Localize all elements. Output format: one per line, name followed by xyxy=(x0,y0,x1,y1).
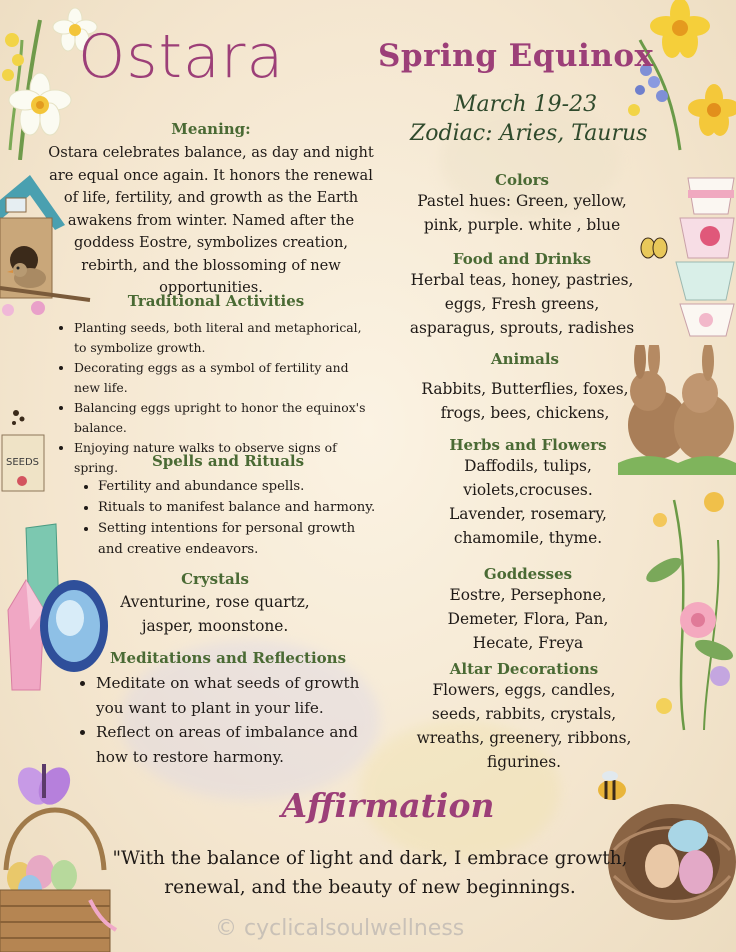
spells-list xyxy=(80,476,376,560)
altar-text: Flowers, eggs, candles, seeds, rabbits, crystals, wreaths, greenery, ribbons, figurines. xyxy=(416,681,632,771)
colors-heading: Colors xyxy=(495,171,549,189)
spells-section xyxy=(80,452,376,560)
zodiac-signs: Zodiac: Aries, Taurus xyxy=(410,121,648,146)
food-section xyxy=(404,250,640,340)
meditations-heading: Meditations and Reflections xyxy=(109,649,347,667)
herbs-text: Daffodils, tulips, violets,crocuses. Lavender, rosemary, chamomile, thyme. xyxy=(449,457,607,547)
crystals-text: Aventurine, rose quartz, jasper, moonstone. xyxy=(120,593,310,635)
affirmation-heading: Affirmation xyxy=(281,786,495,825)
list-item: • Meditate on what seeds of growth you want to plant in your life. xyxy=(96,671,378,720)
list-item: • Fertility and abundance spells. xyxy=(98,476,376,497)
seed-packet-illustration xyxy=(0,405,48,495)
activities-heading: Traditional Activities xyxy=(127,292,305,310)
herbs-section xyxy=(430,436,626,550)
food-heading: Food and Drinks xyxy=(452,250,592,268)
list-item: • Reflect on areas of imbalance and how to restore harmony. xyxy=(96,720,378,769)
colors-text: Pastel hues: Green, yellow, pink, purple. white , blue xyxy=(417,192,627,234)
meaning-heading: Meaning: xyxy=(171,120,251,138)
animals-text: Rabbits, Butterflies, foxes, frogs, bees, chickens, xyxy=(421,380,629,422)
affirmation-text: "With the balance of light and dark, I embrace growth, renewal, and the beauty of new beginnings. xyxy=(112,848,628,898)
spells-heading: Spells and Rituals xyxy=(151,452,305,470)
herbs-heading: Herbs and Flowers xyxy=(449,436,607,454)
list-item: • Rituals to manifest balance and harmony. xyxy=(98,497,376,518)
seed-packet-label: SEEDS xyxy=(6,457,40,468)
altar-heading: Altar Decorations xyxy=(449,660,599,678)
list-item: • Planting seeds, both literal and metaphorical, to symbolize growth. xyxy=(74,318,376,358)
list-item: • Decorating eggs as a symbol of fertility and new life. xyxy=(74,358,376,398)
watermark: © cyclicalsoulwellness xyxy=(215,916,465,941)
meaning-text: Ostara celebrates balance, as day and night are equal once again. It honors the renewal of life, fertility, and growth as the Earth awakens from winter. Named after the goddess Eostre, symbolizes creation, rebirth, and the blossoming of new opportunities. xyxy=(48,144,374,296)
activities-section xyxy=(56,292,376,478)
meditations-list xyxy=(78,671,378,769)
wildflowers-illustration xyxy=(634,480,736,740)
page-subtitle: Spring Equinox xyxy=(378,38,654,74)
goddesses-text: Eostre, Persephone, Demeter, Flora, Pan, Hecate, Freya xyxy=(447,586,609,652)
list-item: • Setting intentions for personal growth and creative endeavors. xyxy=(98,518,376,560)
meaning-section xyxy=(46,120,376,300)
bunnies-illustration xyxy=(618,345,736,475)
goddesses-heading: Goddesses xyxy=(483,565,573,583)
date-zodiac-block xyxy=(410,90,660,148)
egg-basket-illustration xyxy=(0,750,120,952)
date-range: March 19-23 xyxy=(454,92,598,117)
crystals-section xyxy=(100,570,330,638)
meditations-section xyxy=(78,649,378,769)
animals-section xyxy=(420,350,630,425)
goddesses-section xyxy=(430,565,626,655)
altar-section xyxy=(408,660,640,774)
page-title: Ostara xyxy=(78,22,285,92)
crystals-heading: Crystals xyxy=(181,570,249,588)
food-text: Herbal teas, honey, pastries, eggs, Fresh greens, asparagus, sprouts, radishes xyxy=(409,271,635,337)
list-item: • Balancing eggs upright to honor the equinox's balance. xyxy=(74,398,376,438)
animals-heading: Animals xyxy=(491,350,559,368)
list-item: • Enjoying nature walks to observe signs of spring. xyxy=(74,438,376,478)
colors-section xyxy=(404,171,640,237)
